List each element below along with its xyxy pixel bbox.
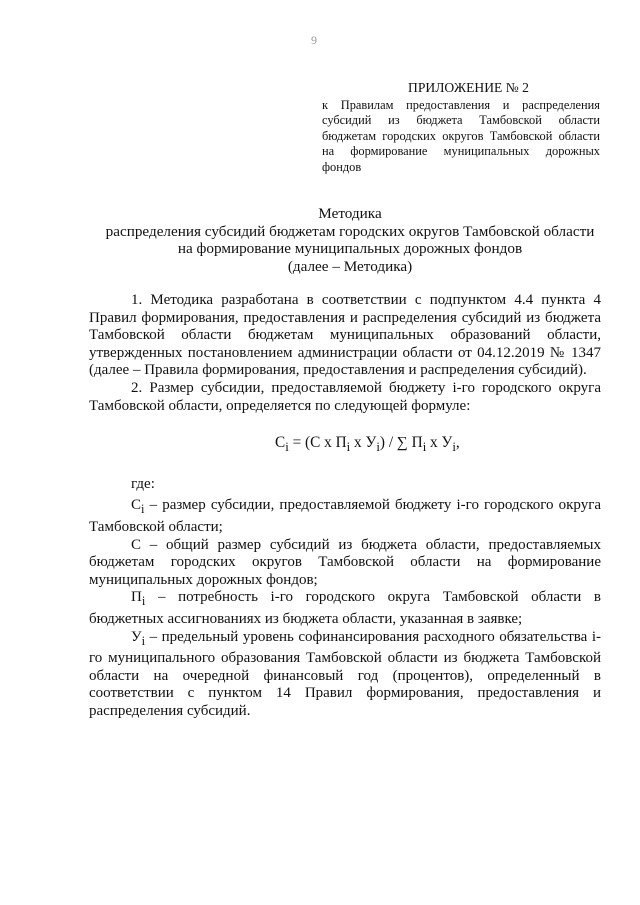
document-title (80, 205, 620, 275)
legend-ci (89, 497, 601, 536)
appendix-block (322, 80, 600, 175)
legend-ui-sub: i (141, 633, 146, 648)
formula-sub-2: i (346, 440, 351, 455)
paragraph-1: 1. Методика разработана в соответствии с подпунктом 4.4 пункта 4 Правил формирования, предоставления и распределения субсидий из бюджета Тамбовской области бюджетам муниципальных образований области, утвержденных постановлением администрации области от 04.12.2019 № 1347 (далее – Правила формирования, предоставления и распределения субсидий). (89, 292, 601, 379)
legend-ci-text: – размер субсидии, предоставляемой бюджету i-го городского округа Тамбовской области; (89, 497, 601, 535)
title-line-3: на формирование муниципальных дорожных фондов (177, 240, 523, 257)
formula-sub-5: i (452, 440, 456, 455)
legend-ui-symbol: У (131, 628, 142, 645)
legend-c: С – общий размер субсидий из бюджета области, предоставляемых бюджетам городских округов Тамбовской области на формирование муниципальных дорожных фондов; (89, 536, 601, 588)
legend-ui (89, 629, 601, 721)
legend-pi (89, 589, 601, 628)
formula-sub-4: i (422, 440, 427, 455)
paragraph-2: 2. Размер субсидии, предоставляемой бюджету i-го городского округа Тамбовской области, определяется по следующей формуле: (89, 379, 601, 414)
legend-ci-sub: i (141, 502, 145, 517)
title-line-2: распределения субсидий бюджетам городских округов Тамбовской области (105, 222, 595, 240)
formula-end: , (455, 434, 460, 452)
appendix-title: ПРИЛОЖЕНИЕ № 2 (408, 80, 529, 95)
title-line-methodology: Методика (318, 205, 382, 222)
title-line-4: (далее – Методика) (287, 257, 413, 275)
formula-x2: х У (426, 434, 453, 452)
document-body (89, 292, 601, 721)
formula-rhs-mid: ) / ∑ П (379, 434, 423, 452)
legend-pi-symbol: П (131, 589, 142, 606)
formula-sub-1: i (285, 440, 289, 455)
legend-pi-sub: i (141, 594, 146, 609)
legend-ci-symbol: C (131, 497, 142, 514)
legend-ui-text: – предельный уровень софинансирования расходного обязательства i-го муниципального образования Тамбовской области из бюджета Тамбовской области на очередной финансовый год (процентов), определенный в соответствии с пунктом 14 Правил формирования, предоставления и распределения субсидий. (89, 628, 601, 719)
page-number: 9 (311, 33, 317, 47)
formula-x1: х У (350, 434, 377, 452)
formula-sub-3: i (376, 440, 380, 455)
formula (89, 434, 601, 457)
formula-lhs: C (275, 434, 286, 452)
legend-intro: где: (131, 475, 155, 492)
appendix-text: к Правилам предоставления и распределения субсидий из бюджета Тамбовской области бюджетам городских округов Тамбовской области на формирование муниципальных дорожных фондов (322, 97, 600, 174)
legend-pi-text: – потребность i-го городского округа Тамбовской области в бюджетных ассигнованиях из бюджета области, указанная в заявке; (89, 589, 601, 627)
formula-rhs-open: = (C х П (288, 434, 347, 452)
